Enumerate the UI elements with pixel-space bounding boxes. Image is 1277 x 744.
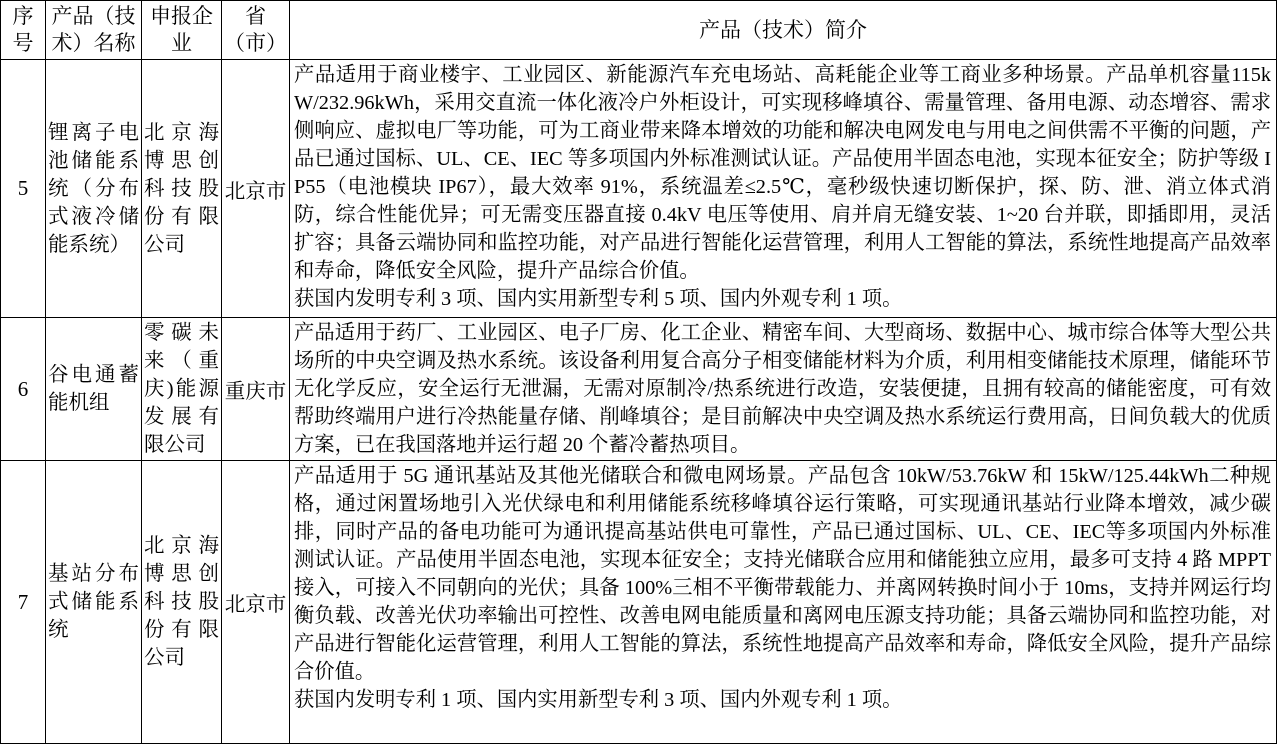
company-name: 零碳未来（重庆)能源发展有限公司 — [142, 318, 222, 461]
header-cell-seq: 序号 — [1, 1, 46, 60]
product-intro — [290, 318, 1277, 461]
intro-patents-line: 获国内发明专利 1 项、国内实用新型专利 3 项、国内外观专利 1 项。 — [294, 689, 903, 711]
intro-paragraph: 产品适用于 5G 通讯基站及其他光储联合和微电网场景。产品包含 10kW/53.76kW 和 15kW/125.44kWh二种规格，通过闲置场地引入光伏绿电和利用储能系统移峰填谷运行策略，可实现通讯基站行业降本增效，减少碳排，同时产品的备电功能可为通讯提高基站供电可靠性，产品已通过国标、UL、CE、IEC等多项国内外标准测试认证。产品使用半固态电池，实现本征安全；支持光储联合应用和储能独立应用，最多可支持 4 路 MPPT 接入，可接入不同朝向的光伏；具备 100%三相不平衡带载能力、并离网转换时间小于 10ms，支持并网运行均衡负载、改善光伏功率输出可控性、改善电网电能质量和离网电压源支持功能；具备云端协同和监控功能，对产品进行智能化运营管理，利用人工智能的算法，系统性地提高产品效率和寿命，降低安全风险，提升产品综合价值。 — [294, 465, 1271, 683]
table-row — [1, 60, 1277, 318]
product-intro — [290, 60, 1277, 318]
intro-paragraph: 产品适用于药厂、工业园区、电子厂房、化工企业、精密车间、大型商场、数据中心、城市综合体等大型公共场所的中央空调及热水系统。该设备利用复合高分子相变储能材料为介质，利用相变储能技术原理，储能环节无化学反应，安全运行无泄漏，无需对原制冷/热系统进行改造，安装便捷，且拥有较高的储能密度，可有效帮助终端用户进行冷热能量存储、削峰填谷；是目前解决中央空调及热水系统运行费用高，日间负载大的优质方案，已在我国落地并运行超 20 个蓄冷蓄热项目。 — [294, 322, 1271, 456]
seq-number: 5 — [1, 60, 46, 318]
province-name: 重庆市 — [222, 318, 290, 461]
table-header-row — [1, 1, 1277, 60]
header-cell-province: 省（市） — [222, 1, 290, 60]
product-name: 基站分布式储能系统 — [46, 461, 142, 744]
seq-number: 7 — [1, 461, 46, 744]
company-name: 北京海博思创科技股份有限公司 — [142, 461, 222, 744]
table-row — [1, 318, 1277, 461]
province-name: 北京市 — [222, 461, 290, 744]
product-name: 锂离子电池储能系统（分布式液冷储能系统） — [46, 60, 142, 318]
company-name: 北京海博思创科技股份有限公司 — [142, 60, 222, 318]
header-cell-company: 申报企业 — [142, 1, 222, 60]
product-intro — [290, 461, 1277, 744]
table-row — [1, 461, 1277, 744]
header-cell-product-name: 产品（技术）名称 — [46, 1, 142, 60]
intro-paragraph: 产品适用于商业楼宇、工业园区、新能源汽车充电场站、高耗能企业等工商业多种场景。产品单机容量115kW/232.96kWh，采用交直流一体化液冷户外柜设计，可实现移峰填谷、需量管理、备用电源、动态增容、需求侧响应、虚拟电厂等功能，可为工商业带来降本增效的功能和解决电网发电与用电之间供需不平衡的问题，产品已通过国标、UL、CE、IEC 等多项国内外标准测试认证。产品使用半固态电池，实现本征安全；防护等级 IP55（电池模块 IP67），最大效率 91%，系统温差≤2.5℃，毫秒级快速切断保护，探、防、泄、消立体式消防，综合性能优异；可无需变压器直接 0.4kV 电压等使用、肩并肩无缝安装、1~20 台并联，即插即用，灵活扩容；具备云端协同和监控功能，对产品进行智能化运营管理，利用人工智能的算法，系统性地提高产品效率和寿命，降低安全风险，提升产品综合价值。 — [294, 64, 1271, 282]
intro-patents-line: 获国内发明专利 3 项、国内实用新型专利 5 项、国内外观专利 1 项。 — [294, 288, 903, 310]
seq-number: 6 — [1, 318, 46, 461]
province-name: 北京市 — [222, 60, 290, 318]
product-name: 谷电通蓄能机组 — [46, 318, 142, 461]
header-cell-intro: 产品（技术）简介 — [290, 1, 1277, 60]
